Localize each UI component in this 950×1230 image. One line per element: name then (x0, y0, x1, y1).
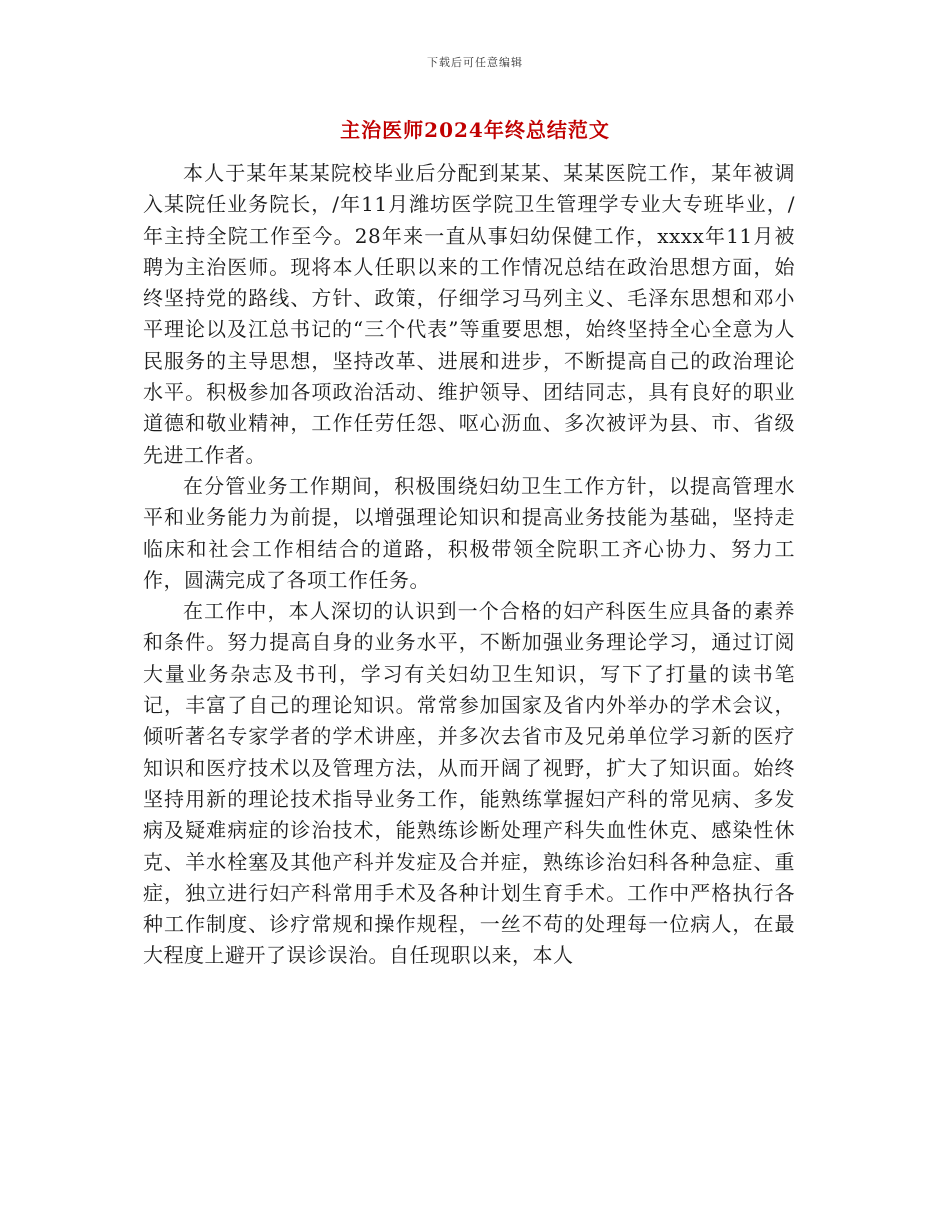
paragraph-2: 在分管业务工作期间，积极围绕妇幼卫生工作方针，以提高管理水平和业务能力为前提，以增强理论知识和提高业务技能为基础，坚持走临床和社会工作相结合的道路，积极带领全院职工齐心协力、努力工作，圆满完成了各项工作任务。 (143, 473, 795, 592)
document-title: 主治医师2024年终总结范文 (340, 118, 610, 142)
document-body (143, 158, 795, 972)
header-note: 下载后可任意编辑 (427, 56, 523, 69)
paragraph-1: 本人于某年某某院校毕业后分配到某某、某某医院工作，某年被调入某院任业务院长，/年11月潍坊医学院卫生管理学专业大专班毕业，/年主持全院工作至今。28年来一直从事妇幼保健工作，xxxx年11月被聘为主治医师。现将本人任职以来的工作情况总结在政治思想方面，始终坚持党的路线、方针、政策，仔细学习马列主义、毛泽东思想和邓小平理论以及江总书记的“三个代表”等重要思想，始终坚持全心全意为人民服务的主导思想，坚持改革、进展和进步，不断提高自己的政治理论水平。积极参加各项政治活动、维护领导、团结同志，具有良好的职业道德和敬业精神，工作任劳任怨、呕心沥血、多次被评为县、市、省级先进工作者。 (143, 161, 795, 467)
paragraph-3: 在工作中，本人深切的认识到一个合格的妇产科医生应具备的素养和条件。努力提高自身的业务水平，不断加强业务理论学习，通过订阅大量业务杂志及书刊，学习有关妇幼卫生知识，写下了打量的读书笔记，丰富了自己的理论知识。常常参加国家及省内外举办的学术会议，倾听著名专家学者的学术讲座，并多次去省市及兄弟单位学习新的医疗知识和医疗技术以及管理方法，从而开阔了视野，扩大了知识面。始终坚持用新的理论技术指导业务工作，能熟练掌握妇产科的常见病、多发病及疑难病症的诊治技术，能熟练诊断处理产科失血性休克、感染性休克、羊水栓塞及其他产科并发症及合并症，熟练诊治妇科各种急症、重症，独立进行妇产科常用手术及各种计划生育手术。工作中严格执行各种工作制度、诊疗常规和操作规程，一丝不苟的处理每一位病人，在最大程度上避开了误诊误治。自任现职以来，本人 (143, 599, 795, 968)
